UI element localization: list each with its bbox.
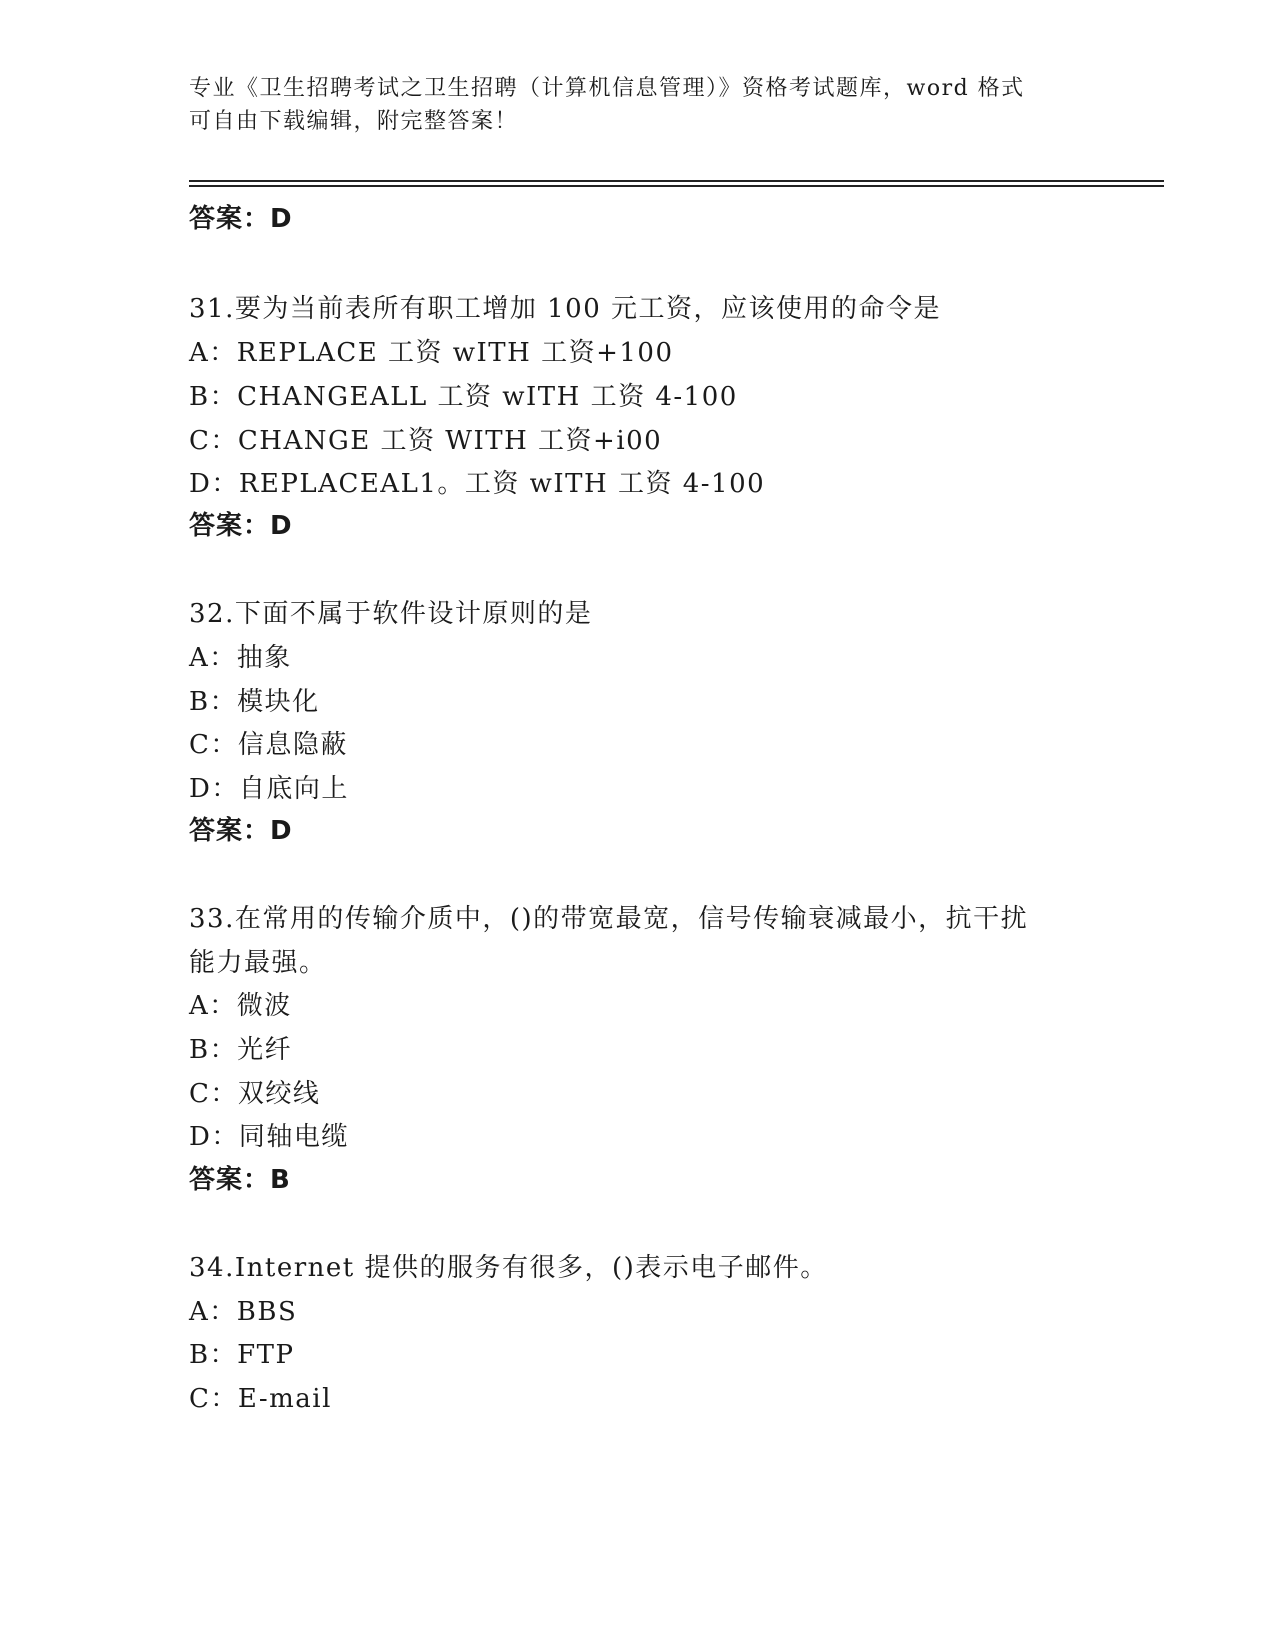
- header-line-2: 可自由下载编辑，附完整答案！: [189, 109, 519, 134]
- option-c: C：信息隐蔽: [189, 730, 348, 760]
- option-a: A：REPLACE 工资 wITH 工资+100: [189, 338, 674, 368]
- option-c: C：CHANGE 工资 WITH 工资+i00: [189, 426, 663, 456]
- answer: 答案：D: [189, 511, 293, 541]
- option-a: A：微波: [189, 991, 292, 1021]
- option-b: B：CHANGEALL 工资 wITH 工资 4-100: [189, 382, 738, 412]
- option-c: C：双绞线: [189, 1079, 321, 1109]
- question-stem-line-1: 33.在常用的传输介质中，()的带宽最宽，信号传输衰减最小，抗干扰: [189, 904, 1029, 934]
- document-header: [189, 72, 1089, 138]
- question-stem: 34.Internet 提供的服务有很多，()表示电子邮件。: [189, 1253, 828, 1283]
- option-d: D：REPLACEAL1。工资 wITH 工资 4-100: [189, 469, 766, 499]
- option-a: A：BBS: [189, 1297, 298, 1327]
- question-stem: 32.下面不属于软件设计原则的是: [189, 599, 593, 629]
- option-b: B：光纤: [189, 1035, 293, 1065]
- option-d: D：同轴电缆: [189, 1122, 349, 1152]
- question-stem: 31.要为当前表所有职工增加 100 元工资，应该使用的命令是: [189, 294, 942, 324]
- option-a: A：抽象: [189, 643, 292, 673]
- option-b: B：模块化: [189, 687, 320, 717]
- option-b: B：FTP: [189, 1340, 295, 1370]
- question-stem-line-2: 能力最强。: [189, 948, 327, 978]
- header-rule-bottom: [189, 185, 1164, 187]
- answer: 答案：B: [189, 1165, 291, 1195]
- answer-prev: 答案：D: [189, 204, 293, 234]
- header-line-1: 专业《卫生招聘考试之卫生招聘（计算机信息管理）》资格考试题库，word 格式: [189, 76, 1025, 101]
- option-d: D：自底向上: [189, 774, 349, 804]
- option-c: C：E-mail: [189, 1384, 332, 1414]
- header-rule-top: [189, 180, 1164, 182]
- answer: 答案：D: [189, 816, 293, 846]
